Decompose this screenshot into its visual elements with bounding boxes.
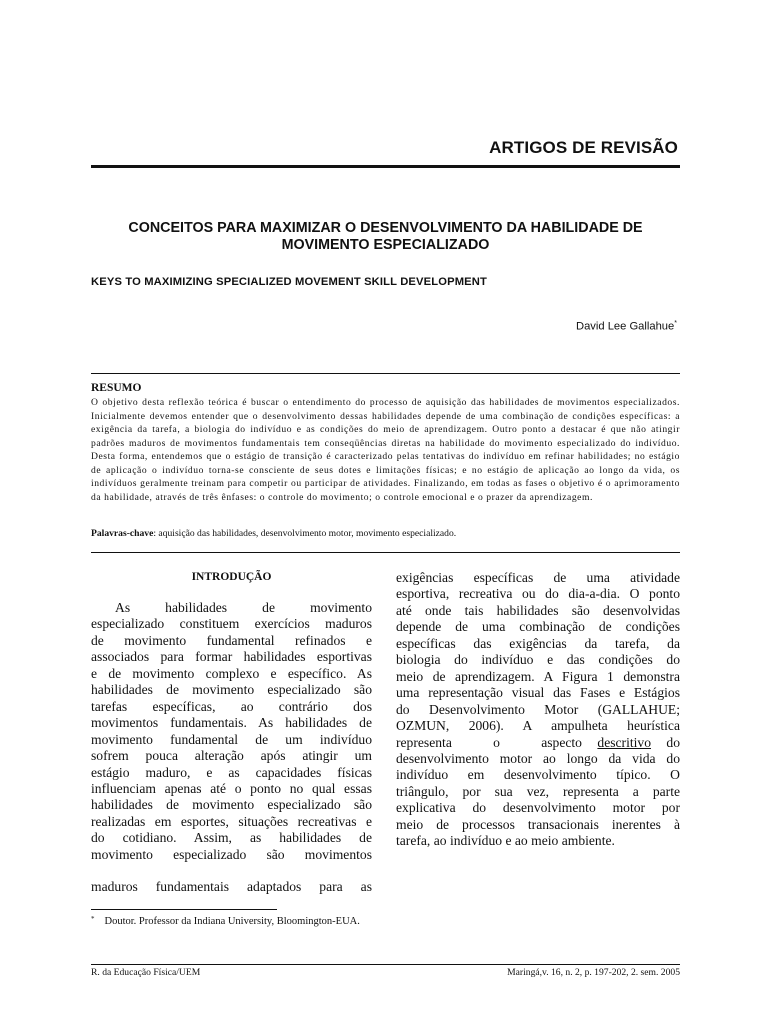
paragraph-line: até onde tais habilidades são desenvolvidas — [396, 602, 680, 618]
word: representa — [396, 734, 452, 750]
abstract-bottom-rule — [91, 552, 680, 553]
footer-journal: R. da Educação Física/UEM — [91, 967, 201, 978]
underlined-word: descritivo — [597, 734, 651, 750]
paragraph-line: depende de uma combinação de condições — [396, 619, 680, 635]
abstract-text: O objetivo desta reflexão teórica é buscar o entendimento do processo de aquisição das habilidades de movimentos especializados. Inicialmente devemos entender que o desenvolvimento dessas habilidades depende de uma combinação de condições específicas: a exigência da tarefa, a biologia do indivíduo e as condições do meio de aprendizagem. Outro ponto a destacar é que não atingir padrões maduros de movimentos fundamentais tem conseqüências diretas na habilidade do movimento especializado do indivíduo. Desta forma, entendemos que o estágio de transição é caracterizado pelas tentativas do indivíduo em refinar habilidades; no estágio de aplicação o indivíduo torna-se consciente de seus dotes e limitações físicas; e no estágio de aplicação ao longo da vida, os indivíduos geralmente treinam para competir ou participar de atividades. Finalizando, em todas as fases o objetivo é o aprimoramento da habilidade, através de três ênfases: o controle do movimento; o controle emocional e o prazer da aprendizagem. — [91, 397, 680, 503]
word: o — [493, 734, 500, 750]
paragraph-line: meio de processos transacionais inerentes à — [396, 816, 680, 832]
paragraph-line: influenciam apenas até o ponto no qual essas — [91, 780, 372, 796]
paragraph-line: movimentos fundamentais. As habilidades de — [91, 715, 372, 731]
paragraph-line: sofrem pouca alteração após atingir um — [91, 748, 372, 764]
paragraph-line: tarefas específicas, ao contrário dos — [91, 698, 372, 714]
line-segment — [396, 735, 582, 751]
paragraph-line: explicativa do desenvolvimento motor por — [396, 800, 680, 816]
paragraph-line: biologia do indivíduo e das condições do — [396, 652, 680, 668]
paragraph-line: exigências específicas de uma atividade — [396, 570, 680, 585]
paragraph-line: triângulo, por sua vez, representa a parte — [396, 783, 680, 799]
article-title-en: KEYS TO MAXIMIZING SPECIALIZED MOVEMENT SKILL DEVELOPMENT — [91, 276, 487, 288]
author-label: David Lee Gallahue — [575, 320, 675, 333]
paragraph-line: maduros fundamentais adaptados para as — [91, 879, 372, 894]
footer-rule — [91, 964, 680, 965]
body-column-left — [91, 600, 372, 863]
footnote-mark: * — [91, 915, 95, 923]
paragraph-line: habilidades de movimento especializado são — [91, 797, 372, 813]
author-name — [576, 320, 677, 333]
paragraph-line: realizadas em esportes, situações recreativas e — [91, 813, 372, 829]
word: aspecto — [541, 734, 582, 750]
paragraph-line: de movimento fundamental refinados e — [91, 632, 372, 648]
paragraph-line: especializado constituem exercícios maduros — [91, 616, 372, 632]
author-footnote-mark: * — [674, 320, 677, 327]
paragraph-line: e de movimento complexo e específico. As — [91, 665, 372, 681]
paragraph-line: As habilidades de movimento — [115, 600, 372, 615]
paragraph-line: movimento especializado são movimentos — [91, 846, 372, 862]
footnote-text: Doutor. Professor da Indiana University, Bloomington-EUA. — [104, 916, 360, 927]
header-rule — [91, 165, 680, 168]
paragraph-line: esportiva, recreativa ou do dia-a-dia. O ponto — [396, 586, 680, 602]
paragraph-line: desenvolvimento motor ao longo da vida do — [396, 750, 680, 766]
footnote — [91, 916, 360, 927]
section-header: ARTIGOS DE REVISÃO — [489, 138, 678, 157]
abstract-top-rule — [91, 373, 680, 374]
body-column-left-continuation — [91, 879, 372, 895]
paragraph-line: estágio maduro, e as capacidades físicas — [91, 764, 372, 780]
line-segment: do — [666, 734, 680, 750]
body-column-right — [396, 570, 680, 850]
paragraph-line: indivíduo em desenvolvimento típico. O — [396, 767, 680, 783]
abstract-heading: RESUMO — [91, 382, 142, 394]
paragraph-line: uma representação visual das Fases e Estágios — [396, 685, 680, 701]
paragraph-line: tarefa, ao indivíduo e ao meio ambiente. — [396, 833, 615, 849]
paragraph-line: associados para formar habilidades esportivas — [91, 649, 372, 665]
footnote-rule — [91, 909, 277, 910]
article-title-pt: CONCEITOS PARA MAXIMIZAR O DESENVOLVIMENTO DA HABILIDADE DE MOVIMENTO ESPECIALIZADO — [128, 220, 643, 253]
keywords-text: : aquisição das habilidades, desenvolvimento motor, movimento especializado. — [153, 528, 457, 539]
paragraph-line: movimento fundamental de um indivíduo — [91, 731, 372, 747]
paragraph-line: meio de aprendizagem. A Figura 1 demonstra — [396, 668, 680, 684]
footer-citation: Maringá,v. 16, n. 2, p. 197-202, 2. sem. 2005 — [507, 967, 680, 978]
paragraph-line: específicas das exigências da tarefa, da — [396, 635, 680, 651]
paragraph-line: do Desenvolvimento Motor (GALLAHUE; — [396, 701, 680, 717]
section-heading-introduction: INTRODUÇÃO — [191, 571, 272, 583]
paragraph-line: OZMUN, 2006). A ampulheta heurística — [396, 718, 680, 734]
paragraph-line: habilidades de movimento especializado são — [91, 682, 372, 698]
paragraph-line — [396, 735, 680, 751]
keywords — [91, 528, 456, 539]
paragraph-line: do cotidiano. Assim, as habilidades de — [91, 830, 372, 846]
keywords-label: Palavras-chave — [91, 528, 154, 539]
